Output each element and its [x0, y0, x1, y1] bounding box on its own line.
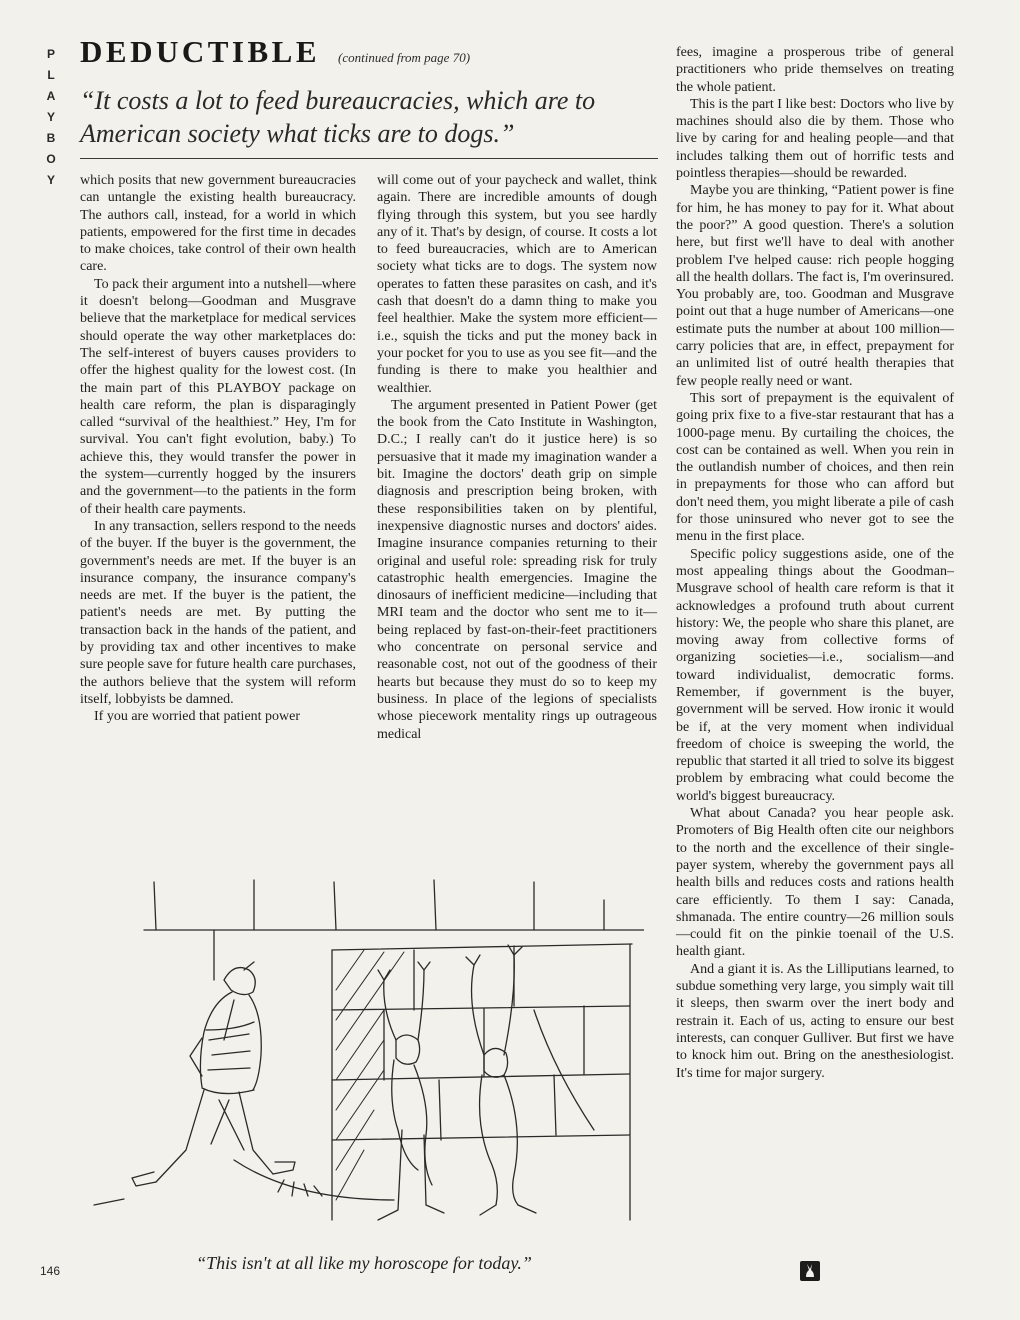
paragraph: If you are worried that patient power — [94, 709, 301, 725]
paragraph: In any transaction, sellers respond to the needs of the buyer. If the buyer is the government, the government's needs are met. If the buyer is an insurance company, the insurance company's needs are met. If the buyer is the patient, the patient's needs are met. By putting the transaction back in the hands of the patient, and by providing tax and other incentives to make sure people save for future health care purchases, the authors believe that the system will reform itself, lobbyists be damned. — [80, 518, 356, 707]
side-tag-letter: L — [47, 68, 55, 82]
side-tag-letter: O — [46, 152, 56, 166]
guard-figure — [132, 962, 295, 1186]
cartoon-caption: “This isn't at all like my horoscope for today.” — [196, 1253, 532, 1273]
pull-quote: “It costs a lot to feed bureaucracies, which are to American society what ticks are to dogs.” — [80, 86, 596, 148]
stone-wall-lines — [144, 880, 644, 1220]
paragraph: The argument presented in Patient Power (get the book from the Cato Institute in Washington, D.C.; I really can't do it justice here) is so persuasive that it made my imagination wander a bit. Imagine the doctors' death grip on simple diagnosis and prescription being broken, with these responsibilities taken on by plentiful, inexpensive diagnostic nurses and doctors' aides. Imagine insurance companies returning to their original and useful role: spreading risk for truly catastrophic health emergencies. Imagine the dinosaurs of inefficient medicine—including that MRI team and the doctor who sent me to it—being replaced by fast-on-their-feet practitioners who concentrate on personal service and reasonable cost, not out of the goodness of their hearts but because they must do so to keep my business. In place of the legions of specialists whose piecework mentality rings up outrageous medical — [377, 397, 657, 742]
side-tag-letter: B — [46, 131, 56, 145]
paragraph: To pack their argument into a nutshell—where it doesn't belong—Goodman and Musgrave believe that the marketplace for medical services should operate the way other marketplaces do: The self-interest of buyers causes providers to offer the highest quality for the lowest cost. (In the main part of this PLAYBOY package on health care reform, the plan is disparagingly called “survival of the healthiest.” Hey, I'm for survival. You can't fight evolution, baby.) To achieve this, they would transfer the power in the system—currently hogged by the insurers and the government—to the patients in the form of their health care payments. — [80, 276, 356, 517]
page-number: 146 — [40, 1264, 61, 1278]
side-tag-letter: Y — [46, 110, 55, 124]
dungeon-cartoon-illustration — [84, 860, 644, 1246]
pull-quote-rule — [80, 158, 658, 159]
side-tag-letter: P — [46, 47, 55, 61]
paragraph: Specific policy suggestions aside, one of the most appealing things about the Goodman–Musgrave school of health care reform is that it acknowledges a profound truth about current history: We, the people who share this planet, are moving away from collective forms of organizing societies—i.e., socialism—and toward individualist, democratic forms. Remember, if government is the buyer, government will be served. How ironic it would be if, at the very moment when individual freedom of choice is sweeping the world, the republic that started it all tried to solve its biggest problem by embracing what could become the world's biggest bureaucracy. — [676, 546, 954, 804]
paragraph: This is the part I like best: Doctors who live by machines should also die by them. Those who live by caring for and healing people—and that includes talking them out of horrific tests and pointless therapies—should be rewarded. — [676, 96, 954, 182]
chained-prisoner-left — [378, 962, 444, 1220]
paragraph: fees, imagine a prosperous tribe of general practitioners who pride themselves on treating the whole patient. — [676, 45, 954, 95]
rabbit-head-end-mark-icon — [799, 1260, 821, 1282]
text-column-1 — [80, 172, 356, 726]
side-tag-letter: Y — [46, 173, 55, 187]
paragraph: This sort of prepayment is the equivalent of going prix fixe to a five-star restaurant that has a 1000-page menu. By curtailing the choices, the cost can be contained as well. When you rein in the outlandish number of choices, and then rein in prepayments for those who can afford but don't need them, you might liberate a pile of cash for those uninsured who never got to see the menu in the first place. — [676, 390, 954, 545]
continued-note: (continued from page 70) — [338, 50, 471, 65]
article-header — [80, 34, 658, 70]
text-column-2 — [377, 172, 657, 743]
paragraph: And a giant it is. As the Lilliputians learned, to subdue something very large, you simply wait till it sleeps, then swarm over the inert body and restrain it. Each of us, acting to ensure our best interests, can conquer Gulliver. But first we have to knock him out. Bring on the anesthesiologist. It's time for major surgery. — [676, 961, 954, 1081]
paragraph: which posits that new government bureaucracies can untangle the existing health bureaucracy. The authors call, instead, for a world in which patients, empowered for the first time in decades to make choices, take control of their own health care. — [80, 173, 356, 275]
magazine-side-tag — [40, 44, 62, 191]
paragraph: What about Canada? you hear people ask. Promoters of Big Health often cite our neighbors to the north and the excellence of their single-payer system, whereby the government pays all health bills and reduces costs and rations health care efficiently. To them I say: Canada, shmanada. The entire country—26 million souls—could fit on the pinkie toenail of the U.S. health giant. — [676, 806, 954, 960]
side-tag-letter: A — [46, 89, 56, 103]
paragraph: will come out of your paycheck and wallet, think again. There are incredible amounts of dough flying through this system, but you see hardly any of it. That's by design, of course. It costs a lot to feed bureaucracies, which are to American society what ticks are to dogs. The system now operates to fatten these parasites on cash, and it's cash that doesn't do a damn thing to make you feel healthier. Make the system more efficient—i.e., squish the ticks and put the money back in your pocket for you to use as you see fit—and the funding is there to make you healthier and wealthier. — [377, 173, 657, 396]
paragraph: Maybe you are thinking, “Patient power is fine for him, he has money to pay for it. What about the poor?” A good question. There's a solution here, but first we'll have to deal with another problem I've helped cause: rich people hogging all the health dollars. The fact is, I'm overinsured. You probably are, too. Goodman and Musgrave point out that a huge number of Americans—one estimate puts the number at about 100 million—carry policies that are, in effect, prepayment for an unlimited list of outré health therapies that few people really need or want. — [676, 183, 954, 389]
text-column-3 — [676, 44, 954, 1082]
chained-prisoner-right — [466, 945, 594, 1215]
whip-on-floor — [94, 1160, 394, 1205]
wall-shadow-hatching — [336, 950, 404, 1200]
department-title: DEDUCTIBLE — [80, 34, 320, 69]
